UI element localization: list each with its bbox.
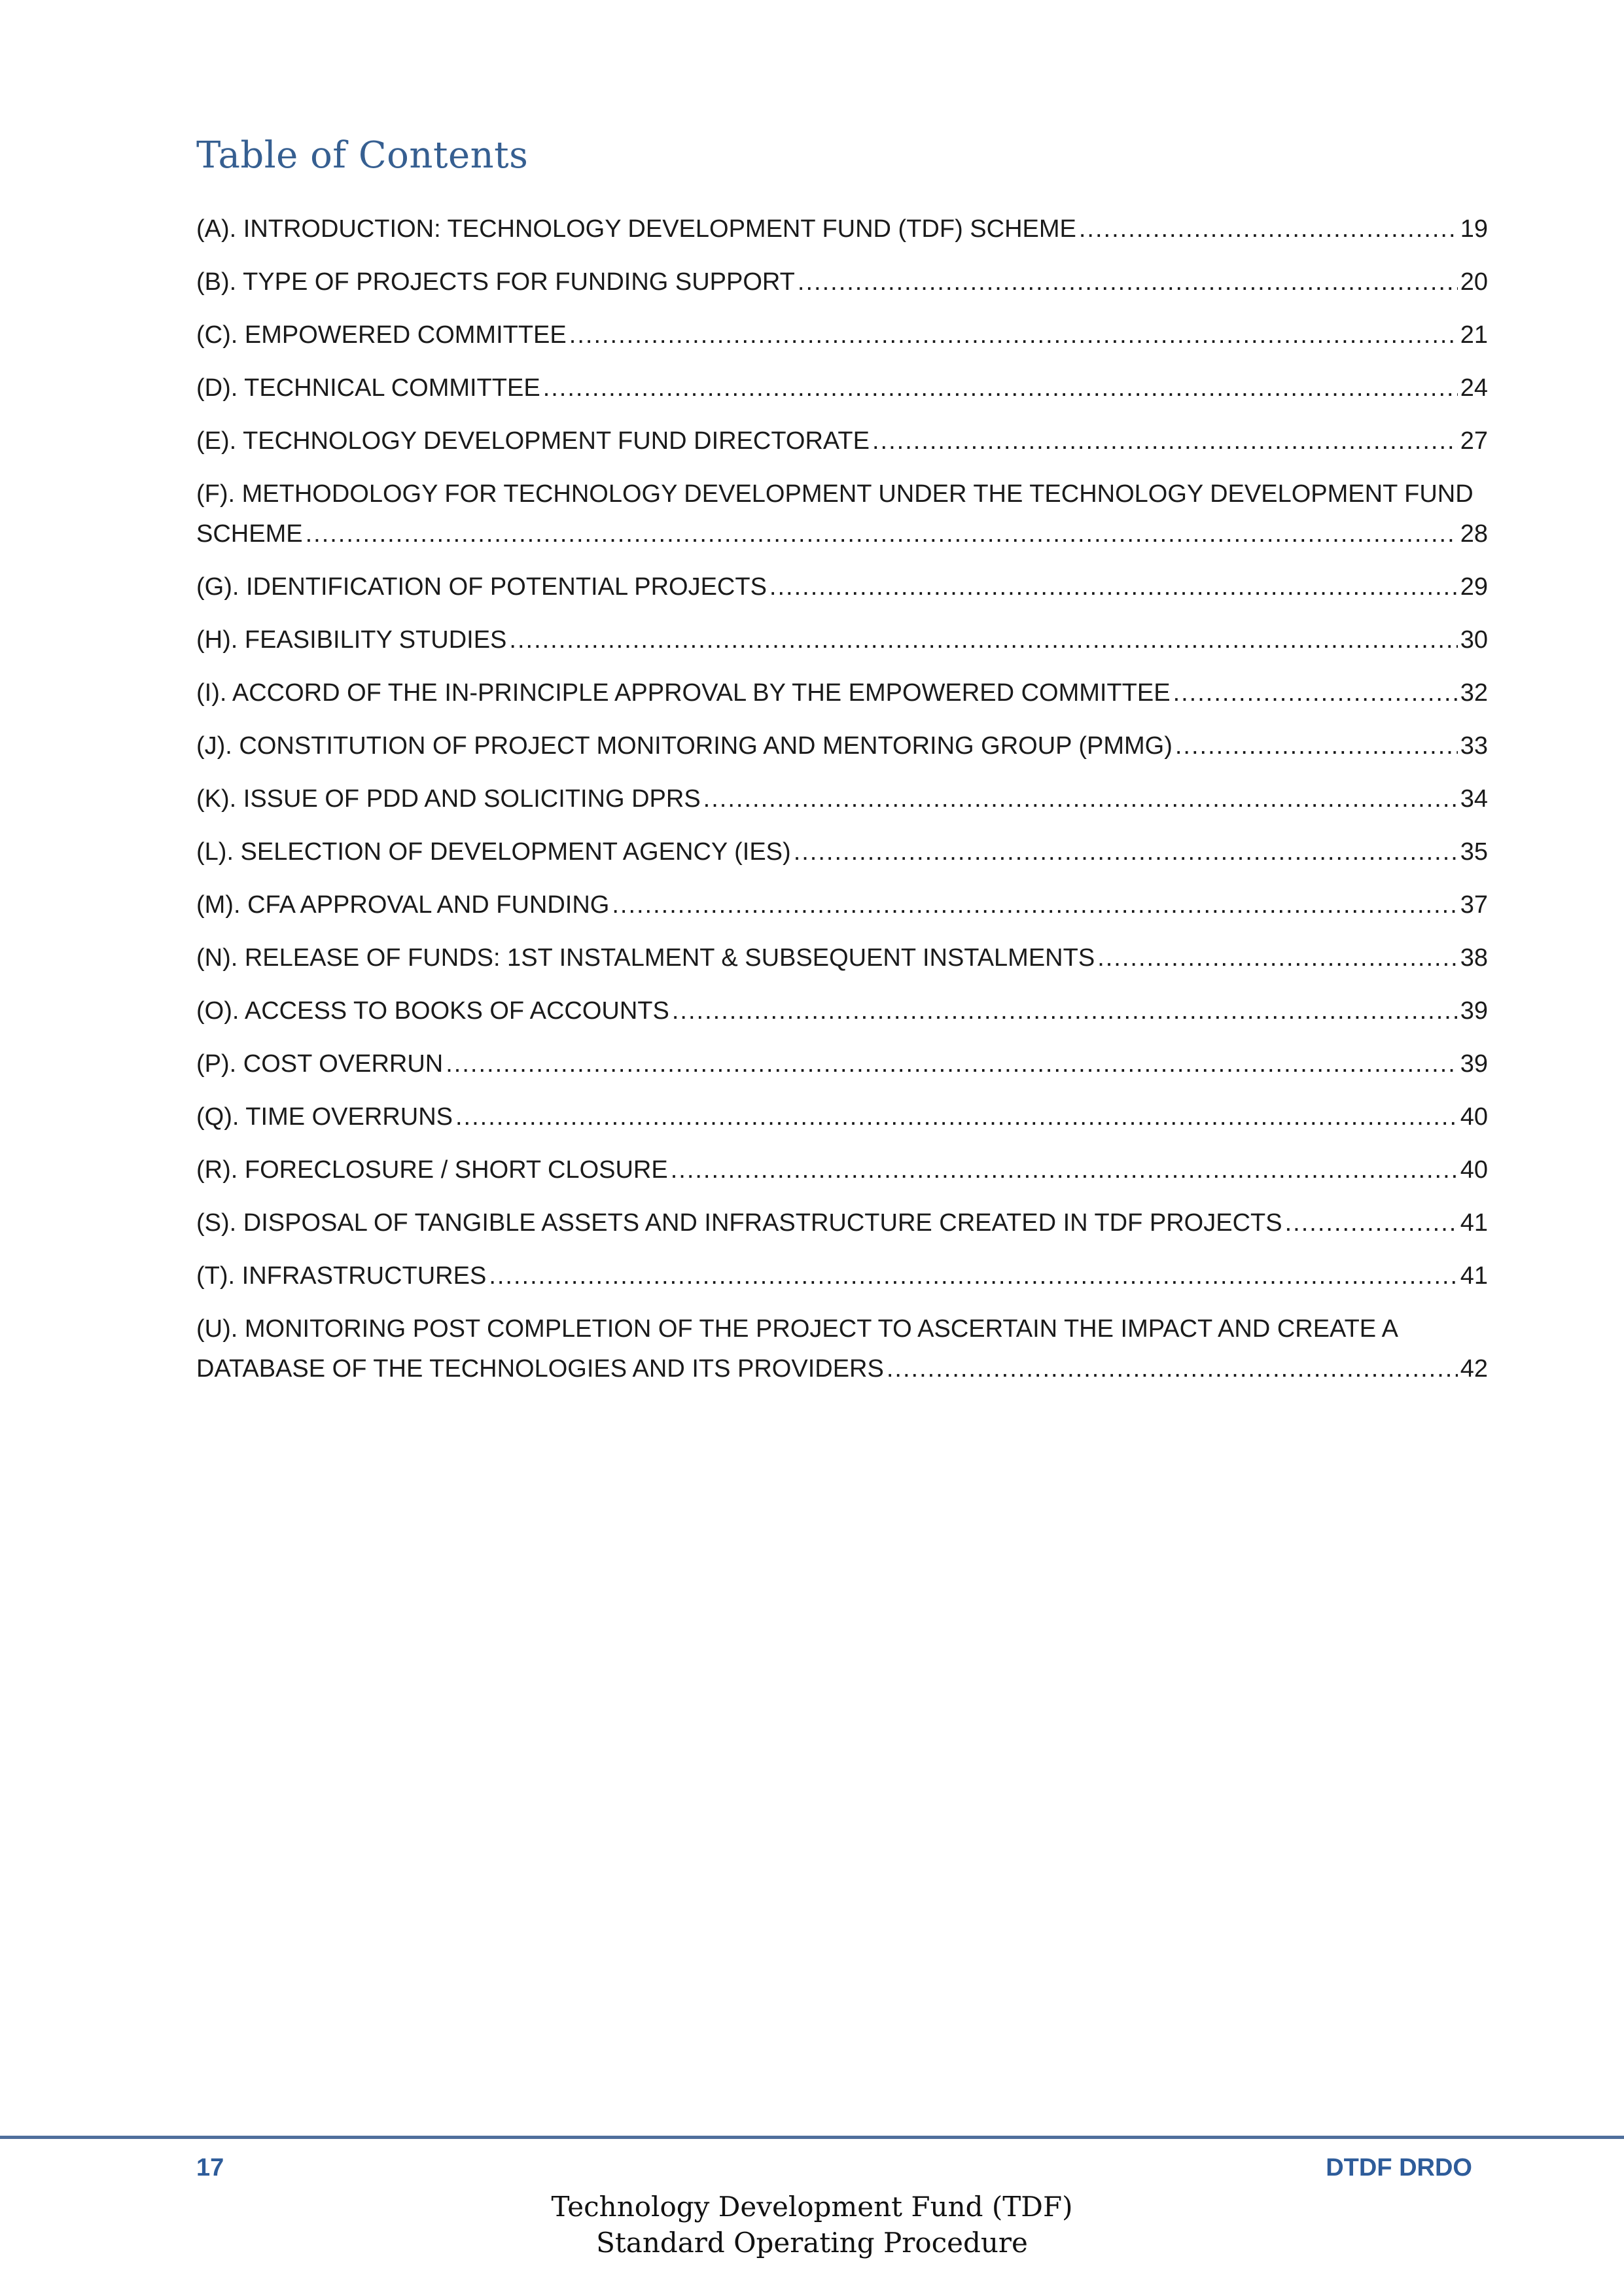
- toc-entry[interactable]: [196, 673, 1488, 713]
- toc-entry-title: (M). CFA APPROVAL AND FUNDING: [196, 891, 610, 919]
- toc-dot-leader: [1285, 1203, 1458, 1243]
- toc-entry-title: (R). FORECLOSURE / SHORT CLOSURE: [196, 1156, 668, 1184]
- toc-entry[interactable]: [196, 421, 1488, 461]
- toc-entry-line: [196, 421, 1488, 461]
- toc-entry-line: [196, 262, 1488, 302]
- toc-entry[interactable]: [196, 1097, 1488, 1137]
- toc-entry-page: 24: [1460, 374, 1488, 402]
- toc-entry[interactable]: [196, 1256, 1488, 1296]
- toc-entry[interactable]: [196, 209, 1488, 249]
- toc-entry-page: 40: [1460, 1103, 1488, 1131]
- footer-page-number: 17: [196, 2154, 224, 2181]
- toc-dot-leader: [569, 315, 1458, 355]
- toc-entry[interactable]: [196, 315, 1488, 355]
- toc-entry-title: (D). TECHNICAL COMMITTEE: [196, 374, 540, 402]
- toc-entry[interactable]: [196, 262, 1488, 302]
- toc-entry-line: [196, 209, 1488, 249]
- toc-entry-page: 41: [1460, 1262, 1488, 1290]
- toc-entry[interactable]: [196, 1150, 1488, 1190]
- toc-title: Table of Contents: [196, 134, 529, 177]
- toc-entry-title: (J). CONSTITUTION OF PROJECT MONITORING AND MENTORING GROUP (PMMG): [196, 732, 1173, 760]
- toc-entry[interactable]: [196, 1044, 1488, 1084]
- toc-dot-leader: [455, 1097, 1458, 1137]
- toc-dot-leader: [798, 262, 1458, 302]
- toc-entry-line: [196, 1097, 1488, 1137]
- toc-entry-page: 27: [1460, 427, 1488, 455]
- toc-entry-page: 39: [1460, 1050, 1488, 1078]
- toc-list: [196, 209, 1488, 1402]
- toc-dot-leader: [887, 1349, 1458, 1389]
- toc-entry[interactable]: [196, 779, 1488, 819]
- toc-dot-leader: [794, 832, 1458, 872]
- toc-entry-line: [196, 1044, 1488, 1084]
- toc-entry[interactable]: [196, 620, 1488, 660]
- toc-entry-title: SCHEME: [196, 520, 303, 548]
- toc-entry-line: [196, 832, 1488, 872]
- toc-entry-title: (K). ISSUE OF PDD AND SOLICITING DPRS: [196, 785, 701, 813]
- toc-entry[interactable]: [196, 832, 1488, 872]
- toc-dot-leader: [872, 421, 1458, 461]
- toc-entry-page: 19: [1460, 215, 1488, 243]
- toc-entry[interactable]: [196, 1309, 1488, 1389]
- toc-entry-page: 28: [1460, 520, 1488, 548]
- toc-entry-title-line1: (F). METHODOLOGY FOR TECHNOLOGY DEVELOPMENT UNDER THE TECHNOLOGY DEVELOPMENT FUND: [196, 480, 1474, 508]
- toc-entry-title: (T). INFRASTRUCTURES: [196, 1262, 487, 1290]
- toc-entry[interactable]: [196, 726, 1488, 766]
- toc-entry-title: (L). SELECTION OF DEVELOPMENT AGENCY (IES): [196, 838, 791, 866]
- toc-dot-leader: [769, 567, 1458, 607]
- toc-entry-page: 40: [1460, 1156, 1488, 1184]
- toc-dot-leader: [489, 1256, 1457, 1296]
- toc-dot-leader: [306, 514, 1458, 554]
- toc-entry-page: 29: [1460, 573, 1488, 601]
- toc-entry-page: 35: [1460, 838, 1488, 866]
- toc-dot-leader: [671, 1150, 1458, 1190]
- toc-entry-line: [196, 885, 1488, 925]
- toc-entry-title: (G). IDENTIFICATION OF POTENTIAL PROJECTS: [196, 573, 767, 601]
- toc-entry-title: (E). TECHNOLOGY DEVELOPMENT FUND DIRECTORATE: [196, 427, 870, 455]
- toc-entry-title: (Q). TIME OVERRUNS: [196, 1103, 453, 1131]
- toc-entry-title: (H). FEASIBILITY STUDIES: [196, 626, 507, 654]
- toc-entry-line: [196, 1150, 1488, 1190]
- toc-dot-leader: [446, 1044, 1458, 1084]
- footer-document-title: Technology Development Fund (TDF): [551, 2191, 1073, 2223]
- toc-entry[interactable]: [196, 938, 1488, 978]
- toc-entry-page: 21: [1460, 321, 1488, 349]
- toc-entry-line: [196, 938, 1488, 978]
- toc-entry-title-line1: (U). MONITORING POST COMPLETION OF THE PROJECT TO ASCERTAIN THE IMPACT AND CREATE A: [196, 1315, 1398, 1343]
- toc-entry-page: 20: [1460, 268, 1488, 296]
- toc-entry-title: (N). RELEASE OF FUNDS: 1ST INSTALMENT & SUBSEQUENT INSTALMENTS: [196, 944, 1095, 972]
- toc-entry[interactable]: [196, 567, 1488, 607]
- toc-entry-title: (P). COST OVERRUN: [196, 1050, 444, 1078]
- toc-entry-page: 39: [1460, 997, 1488, 1025]
- toc-entry[interactable]: [196, 991, 1488, 1031]
- toc-entry-page: 34: [1460, 785, 1488, 813]
- toc-entry-title: (I). ACCORD OF THE IN-PRINCIPLE APPROVAL BY THE EMPOWERED COMMITTEE: [196, 679, 1171, 707]
- toc-entry-line: [196, 1256, 1488, 1296]
- footer-organization: DTDF DRDO: [1326, 2154, 1472, 2181]
- toc-entry-page: 42: [1460, 1355, 1488, 1383]
- footer-divider: [0, 2136, 1624, 2139]
- toc-entry-line: [196, 1203, 1488, 1243]
- toc-entry-line: [196, 620, 1488, 660]
- toc-entry-page: 33: [1460, 732, 1488, 760]
- toc-dot-leader: [703, 779, 1458, 819]
- toc-dot-leader: [1097, 938, 1458, 978]
- toc-dot-leader: [543, 368, 1458, 408]
- toc-dot-leader: [509, 620, 1457, 660]
- toc-entry-line: [196, 315, 1488, 355]
- toc-entry[interactable]: [196, 1203, 1488, 1243]
- toc-entry-line: [196, 779, 1488, 819]
- toc-entry[interactable]: [196, 474, 1488, 554]
- toc-entry[interactable]: [196, 368, 1488, 408]
- toc-entry-title: (B). TYPE OF PROJECTS FOR FUNDING SUPPORT: [196, 268, 795, 296]
- toc-entry-page: 38: [1460, 944, 1488, 972]
- toc-entry-line: [196, 567, 1488, 607]
- toc-entry-title: (C). EMPOWERED COMMITTEE: [196, 321, 567, 349]
- toc-dot-leader: [612, 885, 1457, 925]
- toc-entry-page: 41: [1460, 1209, 1488, 1237]
- toc-entry-page: 32: [1460, 679, 1488, 707]
- toc-entry-title: DATABASE OF THE TECHNOLOGIES AND ITS PROVIDERS: [196, 1355, 884, 1383]
- toc-entry-title: (S). DISPOSAL OF TANGIBLE ASSETS AND INFRASTRUCTURE CREATED IN TDF PROJECTS: [196, 1209, 1282, 1237]
- toc-entry-line: [196, 514, 1488, 554]
- toc-entry[interactable]: [196, 885, 1488, 925]
- toc-dot-leader: [672, 991, 1458, 1031]
- toc-entry-line: [196, 726, 1488, 766]
- toc-entry-page: 37: [1460, 891, 1488, 919]
- footer-document-subtitle: Standard Operating Procedure: [596, 2227, 1028, 2259]
- toc-entry-line: [196, 991, 1488, 1031]
- toc-entry-title: (O). ACCESS TO BOOKS OF ACCOUNTS: [196, 997, 669, 1025]
- toc-dot-leader: [1175, 726, 1458, 766]
- toc-dot-leader: [1173, 673, 1458, 713]
- toc-entry-line: [196, 1349, 1488, 1389]
- toc-entry-page: 30: [1460, 626, 1488, 654]
- toc-entry-line: [196, 368, 1488, 408]
- toc-dot-leader: [1079, 209, 1458, 249]
- toc-entry-line: [196, 673, 1488, 713]
- toc-entry-title: (A). INTRODUCTION: TECHNOLOGY DEVELOPMENT FUND (TDF) SCHEME: [196, 215, 1076, 243]
